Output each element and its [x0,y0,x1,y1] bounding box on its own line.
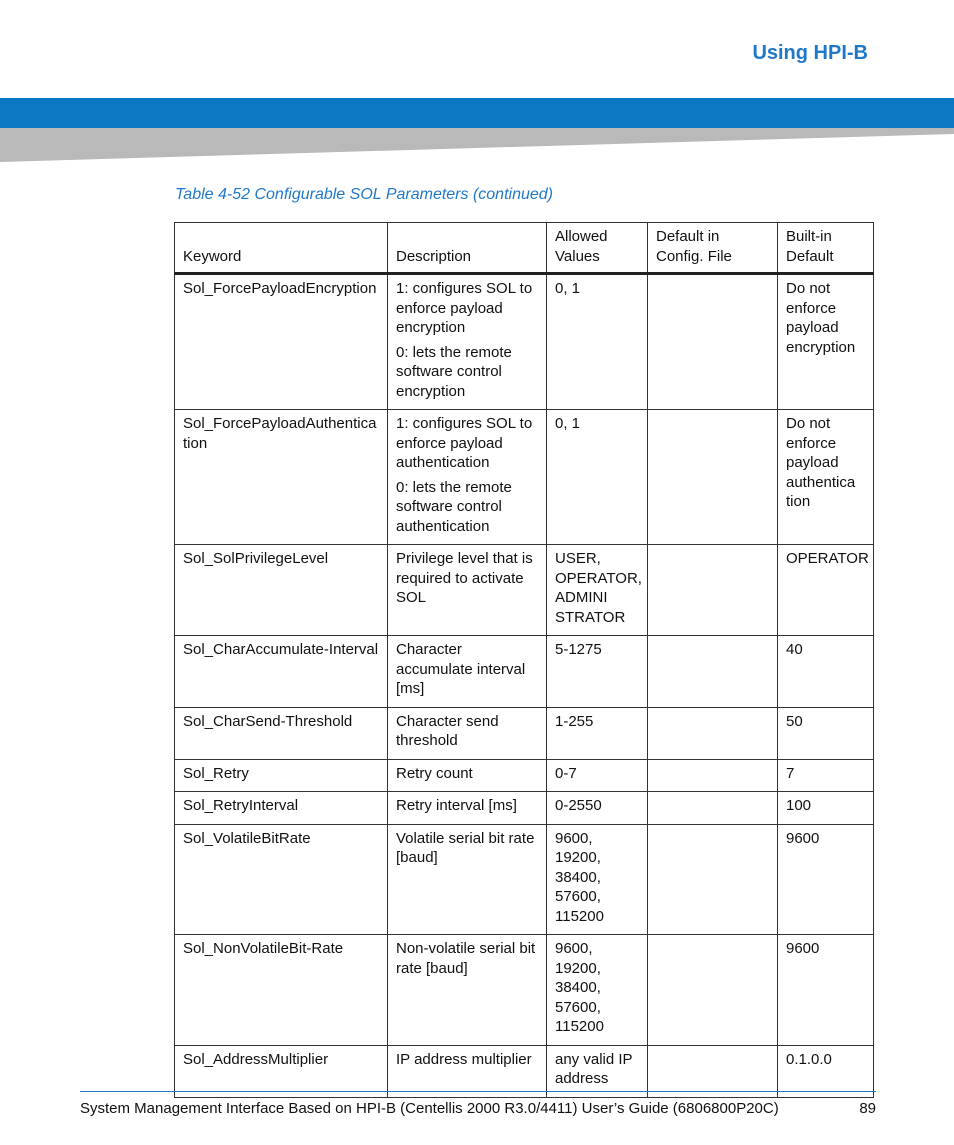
config-default-cell [648,410,778,545]
config-default-cell [648,545,778,636]
section-title: Using HPI-B [748,42,872,65]
builtin-default-cell: 40 [778,636,874,708]
keyword-cell: Sol_Retry [175,759,388,792]
allowed-values-cell: 0-2550 [547,792,648,825]
keyword-cell: Sol_CharAccumulate-Interval [175,636,388,708]
allowed-values-cell: 9600, 19200, 38400, 57600, 115200 [547,935,648,1046]
table-row [175,935,874,1046]
config-default-cell [648,1045,778,1097]
keyword-cell: Sol_SolPrivilegeLevel [175,545,388,636]
builtin-default-cell: 9600 [778,935,874,1046]
table-row [175,1045,874,1097]
builtin-default-cell: 50 [778,707,874,759]
description-paragraph: 1: configures SOL to enforce payload encryption [396,280,533,336]
config-default-cell [648,274,778,410]
config-default-cell [648,792,778,825]
builtin-default-cell: 7 [778,759,874,792]
builtin-default-cell: OPERATOR [778,545,874,636]
allowed-values-cell: 0, 1 [547,410,648,545]
table-caption: Table 4-52 Configurable SOL Parameters (continued) [175,186,553,203]
config-default-cell [648,824,778,935]
column-header: Allowed Values [547,223,648,274]
description-cell [388,636,547,708]
column-header: Description [388,223,547,274]
description-paragraph: Retry count [396,764,473,782]
description-paragraph: Privilege level that is required to activate SOL [396,550,533,606]
description-paragraph: 0: lets the remote software control authentication [396,478,512,535]
allowed-values-cell: USER, OPERATOR, ADMINI STRATOR [547,545,648,636]
description-paragraph: IP address multiplier [396,1050,532,1068]
allowed-values-cell: 0, 1 [547,274,648,410]
sol-parameters-table [174,222,874,1098]
footer-rule [80,1091,876,1092]
description-paragraph: Volatile serial bit rate [baud] [396,829,535,866]
keyword-cell: Sol_NonVolatileBit-Rate [175,935,388,1046]
table-row [175,545,874,636]
table-row [175,636,874,708]
header-swoosh [0,128,954,168]
allowed-values-cell: 1-255 [547,707,648,759]
table-row [175,707,874,759]
table-header-row [175,223,874,274]
allowed-values-cell: any valid IP address [547,1045,648,1097]
description-cell [388,824,547,935]
header-blue-band [0,98,954,128]
builtin-default-cell: 9600 [778,824,874,935]
description-cell [388,545,547,636]
table-row [175,759,874,792]
description-paragraph: Character send threshold [396,712,499,749]
description-cell [388,935,547,1046]
keyword-cell: Sol_VolatileBitRate [175,824,388,935]
description-cell [388,410,547,545]
column-header: Keyword [175,223,388,274]
column-header: Built-in Default [778,223,874,274]
description-paragraph: Character accumulate interval [ms] [396,641,526,697]
description-cell [388,759,547,792]
table-row [175,824,874,935]
builtin-default-cell: 100 [778,792,874,825]
keyword-cell: Sol_ForcePayloadAuthentica tion [175,410,388,545]
footer-document-title: System Management Interface Based on HPI-B (Centellis 2000 R3.0/4411) User’s Guide (6806800P20C) [80,1100,779,1117]
description-cell [388,707,547,759]
allowed-values-cell: 5-1275 [547,636,648,708]
description-cell [388,1045,547,1097]
keyword-cell: Sol_CharSend-Threshold [175,707,388,759]
builtin-default-cell: 0.1.0.0 [778,1045,874,1097]
description-paragraph: 1: configures SOL to enforce payload authentication [396,415,533,471]
description-paragraph: Non-volatile serial bit rate [baud] [396,940,536,977]
table-row [175,792,874,825]
table-row [175,274,874,410]
description-cell [388,792,547,825]
config-default-cell [648,707,778,759]
config-default-cell [648,636,778,708]
builtin-default-cell: Do not enforce payload encryption [778,274,874,410]
allowed-values-cell: 9600, 19200, 38400, 57600, 115200 [547,824,648,935]
keyword-cell: Sol_AddressMultiplier [175,1045,388,1097]
page-number: 89 [859,1100,876,1117]
keyword-cell: Sol_RetryInterval [175,792,388,825]
config-default-cell [648,759,778,792]
column-header: Default in Config. File [648,223,778,274]
description-paragraph: 0: lets the remote software control encryption [396,343,512,400]
keyword-cell: Sol_ForcePayloadEncryption [175,274,388,410]
description-cell [388,274,547,410]
builtin-default-cell: Do not enforce payload authentica tion [778,410,874,545]
config-default-cell [648,935,778,1046]
table-row [175,410,874,545]
description-paragraph: Retry interval [ms] [396,797,517,814]
allowed-values-cell: 0-7 [547,759,648,792]
